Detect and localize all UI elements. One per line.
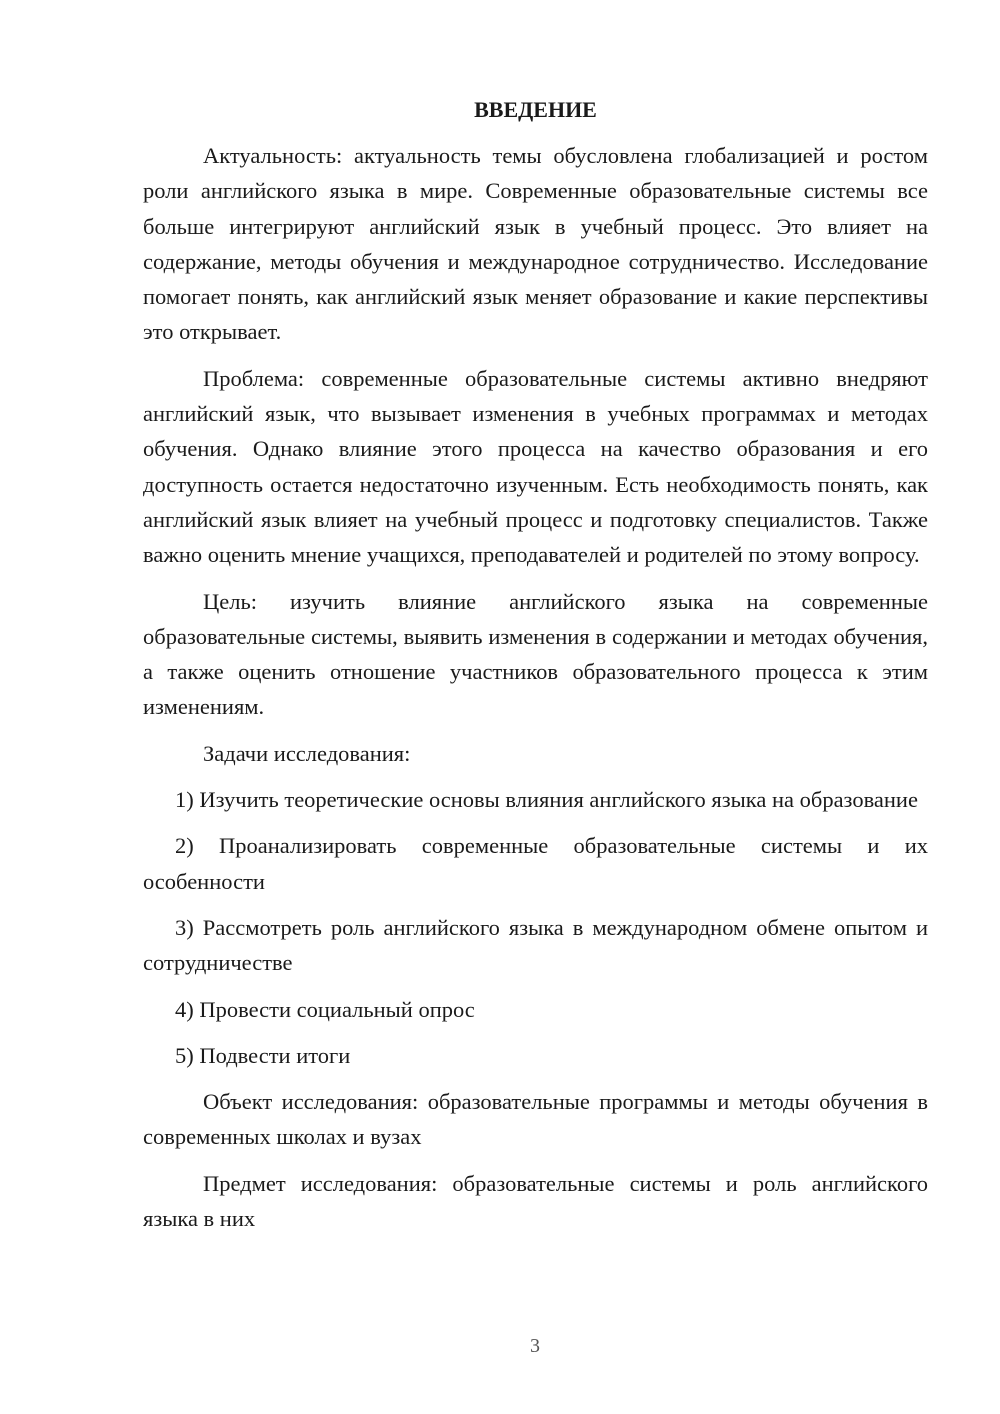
object-paragraph: Объект исследования: образовательные программы и методы обучения в современных школах и вузах bbox=[143, 1089, 928, 1150]
task-item: 1) Изучить теоретические основы влияния английского языка на образование bbox=[175, 787, 918, 813]
subject-paragraph: Предмет исследования: образовательные системы и роль английского языка в них bbox=[143, 1170, 928, 1232]
page-number: 3 bbox=[530, 1335, 540, 1357]
task-item: 4) Провести социальный опрос bbox=[175, 996, 475, 1022]
tasks-title: Задачи исследования: bbox=[203, 740, 411, 766]
problem-paragraph: Проблема: современные образовательные системы активно внедряют английский язык, что вызывает изменения в учебных программах и методах обучения. Однако влияние этого процесса на качество образования и его доступность остается недостаточно изученным. Есть необходимость понять, как английский язык влияет на учебный процесс и подготовку специалистов. Также важно оценить мнение учащихся, преподавателей и родителей по этому вопросу. bbox=[143, 365, 928, 568]
task-item: 3) Рассмотреть роль английского языка в международном обмене опытом и сотрудничестве bbox=[143, 914, 928, 976]
relevance-paragraph: Актуальность: актуальность темы обусловлена глобализацией и ростом роли английского языка в мире. Современные образовательные системы все больше интегрируют английский язык в учебный процесс. Это влияет на содержание, методы обучения и международное сотрудничество. Исследование помогает понять, как английский язык меняет образование и какие перспективы это открывает. bbox=[143, 143, 928, 345]
task-item: 5) Подвести итоги bbox=[175, 1042, 351, 1068]
section-heading: ВВЕДЕНИЕ bbox=[474, 97, 597, 122]
task-item: 2) Проанализировать современные образовательные системы и их особенности bbox=[143, 833, 928, 894]
goal-paragraph: Цель: изучить влияние английского языка на современные образовательные системы, выявить изменения в содержании и методах обучения, а также оценить отношение участников образовательного процесса к этим изменениям. bbox=[143, 588, 928, 720]
document-page bbox=[143, 92, 928, 1247]
